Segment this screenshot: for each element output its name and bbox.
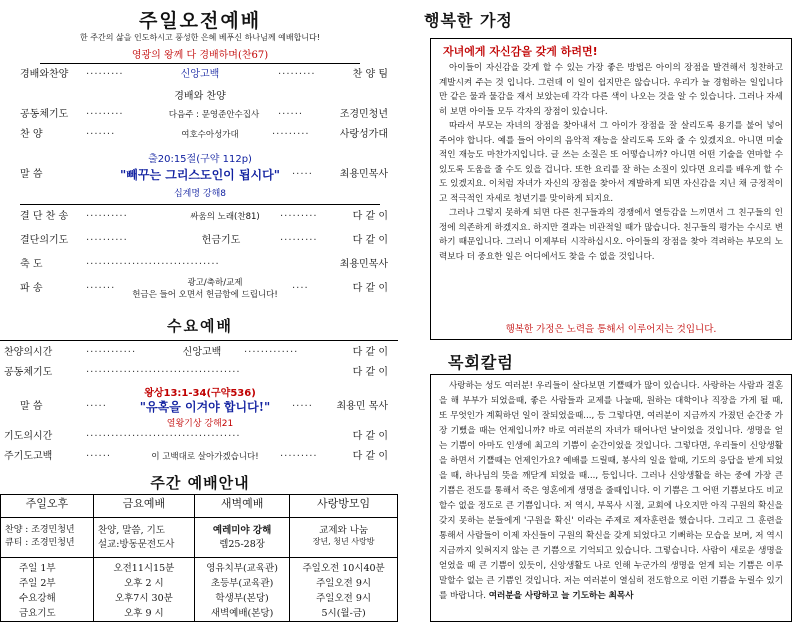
row-label: 공동체기도 xyxy=(20,109,69,120)
weekly-header: 금요예배 xyxy=(93,495,194,518)
bulletin-right-page xyxy=(410,0,801,628)
row-who: 다 같 이 xyxy=(352,283,388,294)
row-label: 경배와찬양 xyxy=(20,69,69,80)
row-who: 다 같 이 xyxy=(352,347,388,358)
morning-row-sermon: 말 씀 "빼꾸는 그리스도인이 됩시다" ····· 최용민목사 xyxy=(20,168,388,182)
morning-row-praise xyxy=(0,88,398,106)
wed-series: 열왕기상 강해21 xyxy=(166,419,234,429)
wed-row-prayertime: 기도의시간 ····································· 다 같 이 xyxy=(0,428,398,446)
weekly-cell: 영유치부(교육관) 초등부(교육관) 학생부(본당) 새벽예배(본당) xyxy=(194,558,289,622)
happy-paragraph: 따라서 부모는 자녀의 장점을 찾아내서 그 아이가 장점을 잘 살리도록 용기를 불어 넣어 주어야 합니다. 예를 들어 아이의 음악적 재능을 살리도록 도와 줄 수 있겠지요. 아니면 미술적인 재능도 마찬가지입니다. 글 쓰는 소질은 또 어떻습니까? 아니면 어떤 기술을 연마할 수 있도록 도움을 줄 수도 있을 겁니다. 또한 요리를 잘 하는 소질이 있다면 요리를 배우게 할 수도 있겠지요. 이처럼 자녀가 자신의 장점을 찾아서 계발하게 되면 자신감을 지닌 채 긍정적이고 적극적인 자세로 청년기를 맞이하게 되지요. xyxy=(439,121,783,204)
wed-row-sermon: 말 씀 ····· "유혹을 이겨야 합니다!" ····· 최용민 목사 xyxy=(20,400,388,414)
happy-paragraph: 그러나 그렇지 못하게 되면 다른 친구들과의 경쟁에서 열등감을 느끼면서 그 친구들의 인정에 의존하게 하겠지요. 하지만 결과는 비관적일 때가 많습니다. 친구들의 평가는 수시로 변하기 때문입니다. 그러니 이제부터 시작하십시오. 아이들의 장점을 찾아 격려하는 부모의 노력보다 더 중요한 일은 어디에서도 찾을 수 없을 것입니다. xyxy=(439,208,783,262)
row-middle: 싸움의 노래(찬81) xyxy=(190,212,260,222)
wed-scripture: 왕상13:1-34(구약536) xyxy=(144,388,256,399)
row-who: 다 같 이 xyxy=(352,451,388,462)
morning-row-dismissal: 파 송 ······· 광고/축하/교제 헌금은 들어 오면서 헌금함에 드립니다! ···· 다 같 이 xyxy=(0,278,398,304)
wed-row-lordsprayer: 주기도고백 ······ 이 고백대로 살아가겠습니다! ········· 다 같 이 xyxy=(0,448,398,466)
morning-row-prayer: 공동체기도 ········· 다음주 : 문영준안수집사 ······ 조경민청년 xyxy=(0,106,398,124)
preacher: 최용민 목사 xyxy=(336,401,388,412)
weekly-cell: 주일 1부 주일 2부 수요강해 금요기도 xyxy=(1,558,94,622)
preacher: 최용민목사 xyxy=(339,169,388,180)
wednesday-service-title: 수요예배 xyxy=(167,317,233,335)
row-label: 말 씀 xyxy=(20,401,43,412)
row-who: 최용민목사 xyxy=(339,259,388,270)
weekly-cell: 예레미야 강해 렘25-28장 xyxy=(194,518,289,558)
row-label: 말 씀 xyxy=(20,169,43,180)
happy-footer: 행복한 가정은 노력을 통해서 이루어지는 것입니다. xyxy=(505,324,717,335)
column-closing: 여러분을 사랑하고 늘 기도하는 최목사 xyxy=(488,591,634,601)
column-body-wrap xyxy=(439,379,783,617)
row-label: 찬양의시간 xyxy=(4,347,53,358)
weekly-cell: 주일오전 10시40분 주일오전 9시 주일오전 9시 5시(월-금) xyxy=(290,558,398,622)
weekly-schedule-table xyxy=(0,494,398,622)
row-label: 축 도 xyxy=(20,259,43,270)
row-label: 결 단 찬 송 xyxy=(20,211,69,222)
morning-row-choir: 찬 양 ······· 여호수아성가대 ········· 사랑성가대 xyxy=(0,126,398,144)
happy-family-title: 행복한 가정 xyxy=(424,11,513,30)
morning-row-hymn: 결 단 찬 송 ·········· 싸움의 노래(찬81) ········· 다 같 이 xyxy=(0,208,398,226)
dismissal-line2: 헌금은 들어 오면서 헌금함에 드립니다! xyxy=(132,290,278,300)
sermon-title: "빼꾸는 그리스도인이 됩시다" xyxy=(120,168,280,182)
weekly-cell: 교제와 나눔 장년, 청년 사랑방 xyxy=(290,518,398,558)
sermon-title: "유혹을 이겨야 합니다!" xyxy=(139,400,271,414)
bulletin-left-page xyxy=(0,0,400,628)
wed-row-prayer: 공동체기도 ····································· 다 같 이 xyxy=(0,364,398,382)
happy-family-box xyxy=(430,38,792,340)
row-middle: 다음주 : 문영준안수집사 xyxy=(168,110,260,120)
row-middle: 여호수아성가대 xyxy=(181,130,239,140)
row-middle: 헌금기도 xyxy=(201,235,241,246)
row-label: 기도의시간 xyxy=(4,431,53,442)
morning-row-worship: 경배와찬양 ········· 신앙고백 ········· 찬 양 팀 xyxy=(0,66,398,84)
dismissal-line1: 광고/축하/교제 xyxy=(187,278,243,288)
pastor-column-title: 목회칼럼 xyxy=(448,353,514,372)
row-middle: 신앙고백 xyxy=(182,347,222,358)
row-label: 찬 양 xyxy=(20,129,43,140)
weekly-cell: 찬양 : 조경민청년 큐티 : 조경민청년 xyxy=(1,518,94,558)
row-who: 다 같 이 xyxy=(352,431,388,442)
row-who: 사랑성가대 xyxy=(339,129,388,140)
column-body: 사랑하는 성도 여러분! 우리들이 살다보면 기쁠때가 많이 있습니다. 사랑하는 사람과 결혼을 해 부부가 되었을때, 좋은 사람들과 교제를 나눌때, 원하는 대학이나 직장을 가게 될 때, 또 무엇인가 계획하던 일이 잘되었을때..., 등 그렇다면, 여러분이 지금까지 가졌던 순간중 가장 기뻤을 때는 언제입니까? 바로 여러분의 자녀가 태어나던 날이었을 것입니다. 생명을 얻는 기쁨이 아마도 인생에 최고의 기쁨이 순간이었을 것입니다. 그렇다면, 우리들이 신앙생활을 하면서 기쁠때는 언제인가요? 예배를 드릴때, 봉사의 일을 할때, 기도의 응답을 받게 되었을 때, 하나님의 뜻을 깨닫게 되었을 때..., 등입니다. 그러나 신앙생활을 하는 중에 가장 큰 기쁨은 전도를 통해서 죽은 영혼에게 생명을 줄때입니다. 이 기쁨은 그 어떤 기쁨보다도 비교할수 없을 정도로 큰 기쁨입니다. 저 역시, 부목사 시절, 교회에 나오지만 아직 구원의 확신을 갖지 못하는 분들에게 '구원을 확신' 이라는 주제로 제자훈련을 했습니다. 그리고 그 훈련을 통해서 사람들이 이제 자신들이 구원의 확신을 갖게 되었다고 기뻐하는 모습을 보며, 저 역시 지금까지 잊혀지지 않는 큰 기쁨으로 기억되고 있습니다. 그렇습니다. 사람이 새로운 생명을 얻었을 때 큰 기쁨이 있듯이, 신앙생활도 나로 인해 누군가의 생명을 얻게 되는 기쁨은 이루 말할수 없는 큰 기쁨인 것입니다. 저는 여러분이 열심히 전도함으로 이런 기쁨을 누릴수 있기를 바랍니다. 여러분을 사랑하고 늘 기도하는 최목사 xyxy=(439,381,783,601)
pastor-column-box xyxy=(430,374,792,622)
row-middle: 이 고백대로 살아가겠습니다! xyxy=(151,452,259,462)
row-who: 다 같 이 xyxy=(352,211,388,222)
weekly-title: 주간 예배안내 xyxy=(150,474,250,492)
row-who: 다 같 이 xyxy=(352,367,388,378)
morning-row-offering: 결단의기도 ·········· 헌금기도 ········· 다 같 이 xyxy=(0,232,398,250)
weekly-cell: 오전11시15분 오후 2 시 오후7시 30분 오후 9 시 xyxy=(93,558,194,622)
happy-body xyxy=(439,61,783,315)
row-middle: 경배와 찬양 xyxy=(174,91,226,102)
row-label: 주기도고백 xyxy=(4,451,53,462)
row-label: 공동체기도 xyxy=(4,367,53,378)
row-label: 파 송 xyxy=(20,283,43,294)
row-who: 다 같 이 xyxy=(352,235,388,246)
row-who: 조경민청년 xyxy=(339,109,388,120)
weekly-header: 주일오후 xyxy=(1,495,94,518)
morning-intro: 한 주간의 삶을 인도하시고 풍성한 은혜 베푸신 하나님께 예배합니다! xyxy=(80,33,320,42)
happy-paragraph: 아이들이 자신감을 갖게 할 수 있는 가장 좋은 방법은 아이의 장점을 발견해서 칭찬하고 계발시켜 주는 것 입니다. 그런데 이 일이 쉽지만은 않습니다. 우리가 늘 경험하는 일입니다만 같은 물과 물감을 재서 보았는데 각각 다른 색이 나오는 것을 알 수 있습니다. 그러나 자세히 보면 아이들 모두 각자의 장점이 있습니다. xyxy=(439,63,783,117)
happy-subtitle: 자녀에게 자신감을 갖게 하려면! xyxy=(443,45,598,58)
row-label: 결단의기도 xyxy=(20,235,69,246)
wed-row-praise: 찬양의시간 ············ 신앙고백 ············· 다 같 이 xyxy=(0,344,398,362)
weekly-header: 사랑방모임 xyxy=(290,495,398,518)
morning-series: 십계명 강해8 xyxy=(173,189,227,199)
row-middle: 신앙고백 xyxy=(180,69,220,80)
song-header: 영광의 왕께 다 경배하며(찬67) xyxy=(131,50,269,61)
row-who: 찬 양 팀 xyxy=(352,69,388,80)
morning-scripture: 출20:15절(구약 112p) xyxy=(148,154,252,165)
morning-service-title: 주일오전예배 xyxy=(138,10,262,32)
morning-row-benediction: 축 도 ································ 최용민목사 xyxy=(0,256,398,274)
weekly-header: 새벽예배 xyxy=(194,495,289,518)
weekly-cell: 찬양, 말씀, 기도 설교:방동문전도사 xyxy=(93,518,194,558)
